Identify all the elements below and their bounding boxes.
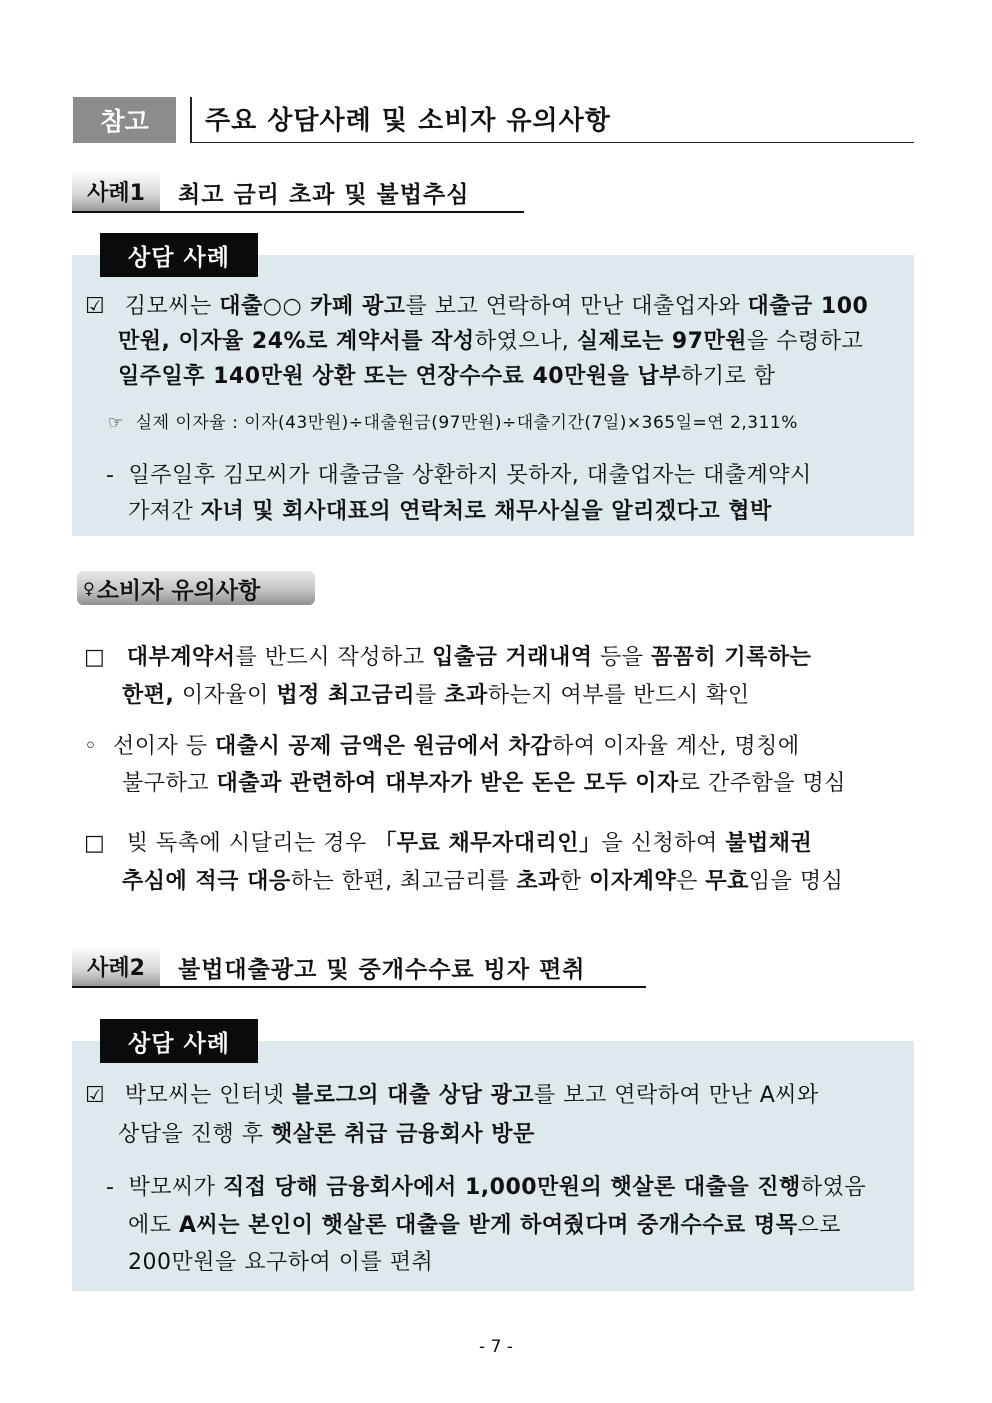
reference-tag: 참고 xyxy=(73,97,176,143)
case1-p1-line3: 일주일후 140만원 상환 또는 연장수수료 40만원을 납부하기로 함 xyxy=(118,364,776,389)
tip3-line1: □ 빚 독촉에 시달리는 경우 「무료 채무자대리인」을 신청하여 불법채권 xyxy=(84,831,813,856)
page-title: 주요 상담사례 및 소비자 유의사항 xyxy=(205,106,611,136)
tip2-line1: ◦ 선이자 등 대출시 공제 금액은 원금에서 차감하여 이자율 계산, 명칭에 xyxy=(84,734,800,759)
case1-p2-line1: - 일주일후 김모씨가 대출금을 상환하지 못하자, 대출업자는 대출계약시 xyxy=(106,463,812,488)
case1-p1-line1: ☑ 김모씨는 대출○○ 카페 광고를 보고 연락하여 만난 대출업자와 대출금 100 xyxy=(85,294,869,319)
case1-title: 최고 금리 초과 및 불법추심 xyxy=(178,182,470,208)
case2-title: 불법대출광고 및 중개수수료 빙자 편취 xyxy=(178,957,586,983)
case1-header xyxy=(72,171,524,213)
consumer-tips-tag: ♀ 소비자 유의사항 xyxy=(77,571,315,605)
square-bullet-icon: □ xyxy=(84,645,106,670)
case1-tag: 사례1 xyxy=(72,171,160,211)
tip1-line1: □ 대부계약서를 반드시 작성하고 입출금 거래내역 등을 꼼꼼히 기록하는 xyxy=(84,645,812,670)
case2-p2-line2: 에도 A씨는 본인이 햇살론 대출을 받게 하여줬다며 중개수수료 명목으로 xyxy=(128,1213,841,1238)
case2-p1-line2: 상담을 진행 후 햇살론 취급 금융회사 방문 xyxy=(118,1122,535,1147)
tip1-line2: 한편, 이자율이 법정 최고금리를 초과하는지 여부를 반드시 확인 xyxy=(122,683,750,708)
case1-consult-box xyxy=(72,255,914,536)
case2-header xyxy=(72,946,646,988)
header-rule xyxy=(190,142,914,143)
case2-p2-line3: 200만원을 요구하여 이를 편취 xyxy=(128,1250,434,1275)
case2-tag: 사례2 xyxy=(72,946,160,986)
pointing-hand-icon: ☞ xyxy=(108,413,124,433)
case2-p1-line1: ☑ 박모씨는 인터넷 블로그의 대출 상담 광고를 보고 연락하여 만난 A씨와 xyxy=(85,1083,819,1108)
case1-note: ☞ 실제 이자율 : 이자(43만원)÷대출원금(97만원)÷대출기간(7일)×365일=연 2,311% xyxy=(108,413,798,433)
case1-p2-line2: 가져간 자녀 및 회사대표의 연락처로 채무사실을 알리겠다고 협박 xyxy=(128,499,772,524)
case2-consult-label: 상담 사례 xyxy=(100,1019,258,1063)
tip3-line2: 추심에 적극 대응하는 한편, 최고금리를 초과한 이자계약은 무효임을 명심 xyxy=(122,869,844,894)
tip2-line2: 불구하고 대출과 관련하여 대부자가 받은 돈은 모두 이자로 간주함을 명심 xyxy=(122,771,847,796)
page-number: - 7 - xyxy=(479,1337,513,1357)
case2-consult-box xyxy=(72,1041,914,1291)
circle-bullet-icon: ◦ xyxy=(84,734,98,759)
header-divider xyxy=(190,97,192,143)
case1-p1-line2: 만원, 이자율 24%로 계약서를 작성하였으나, 실제로는 97만원을 수령하고 xyxy=(118,329,864,354)
lightbulb-icon: ♀ xyxy=(83,578,95,598)
case1-consult-label: 상담 사례 xyxy=(100,233,258,277)
checkbox-icon: ☑ xyxy=(85,1083,106,1108)
checkbox-icon: ☑ xyxy=(85,294,106,319)
case2-p2-line1: - 박모씨가 직접 당해 금융회사에서 1,000만원의 햇살론 대출을 진행하였음 xyxy=(106,1175,867,1200)
square-bullet-icon: □ xyxy=(84,831,106,856)
